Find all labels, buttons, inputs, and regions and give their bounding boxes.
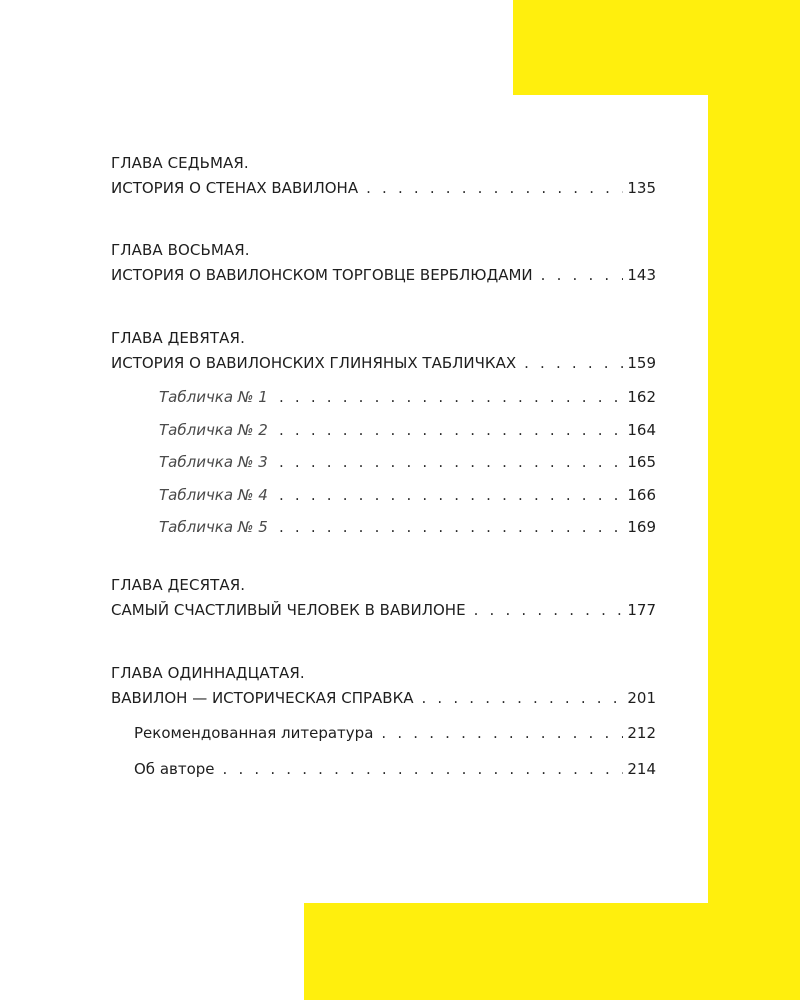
dot-leader	[279, 485, 623, 505]
toc-entry-tablet-4[interactable]	[159, 485, 656, 505]
toc-entry-tablet-3[interactable]	[159, 452, 656, 472]
dot-leader	[541, 265, 624, 285]
toc-entry-title: Табличка № 4	[159, 486, 268, 504]
chapter-11-heading: ГЛАВА ОДИННАДЦАТАЯ.	[111, 664, 305, 682]
page-number: 214	[627, 760, 656, 778]
toc-entry-title: Табличка № 3	[159, 453, 268, 471]
dot-leader	[524, 353, 623, 373]
page-number: 162	[627, 388, 656, 406]
toc-entry-recommended-literature[interactable]	[134, 723, 656, 743]
toc-entry-title: ИСТОРИЯ О СТЕНАХ ВАВИЛОНА	[111, 179, 359, 197]
dot-leader	[223, 759, 624, 779]
toc-entry-title: Табличка № 1	[159, 388, 268, 406]
page-number: 201	[627, 689, 656, 707]
toc-entry-tablet-5[interactable]	[159, 517, 656, 537]
toc-entry-title: ВАВИЛОН — ИСТОРИЧЕСКАЯ СПРАВКА	[111, 689, 414, 707]
toc-entry-title: ИСТОРИЯ О ВАВИЛОНСКОМ ТОРГОВЦЕ ВЕРБЛЮДАМИ	[111, 266, 533, 284]
toc-entry-title: Табличка № 5	[159, 518, 268, 536]
page-number: 135	[627, 179, 656, 197]
dot-leader	[279, 517, 623, 537]
toc-entry-chapter-10[interactable]	[111, 600, 656, 620]
chapter-9-heading: ГЛАВА ДЕВЯТАЯ.	[111, 329, 245, 347]
dot-leader	[279, 420, 623, 440]
dot-leader	[279, 452, 623, 472]
toc-entry-about-author[interactable]	[134, 759, 656, 779]
dot-leader	[422, 688, 624, 708]
toc-entry-title: Рекомендованная литература	[134, 724, 374, 742]
toc-entry-tablet-1[interactable]	[159, 387, 656, 407]
page-number: 143	[627, 266, 656, 284]
toc-entry-chapter-11[interactable]	[111, 688, 656, 708]
page-number: 159	[627, 354, 656, 372]
toc-entry-title: Табличка № 2	[159, 421, 268, 439]
dot-leader	[279, 387, 623, 407]
toc-entry-title: ИСТОРИЯ О ВАВИЛОНСКИХ ГЛИНЯНЫХ ТАБЛИЧКАХ	[111, 354, 517, 372]
page-number: 164	[627, 421, 656, 439]
page-number: 177	[627, 601, 656, 619]
toc-entry-chapter-7[interactable]	[111, 178, 656, 198]
toc-entry-tablet-2[interactable]	[159, 420, 656, 440]
toc-entry-chapter-9[interactable]	[111, 353, 656, 373]
page-number: 212	[627, 724, 656, 742]
page-number: 166	[627, 486, 656, 504]
dot-leader	[474, 600, 624, 620]
toc-entry-title: САМЫЙ СЧАСТЛИВЫЙ ЧЕЛОВЕК В ВАВИЛОНЕ	[111, 601, 466, 619]
toc-entry-title: Об авторе	[134, 760, 215, 778]
page-number: 165	[627, 453, 656, 471]
chapter-8-heading: ГЛАВА ВОСЬМАЯ.	[111, 241, 250, 259]
toc-entry-chapter-8[interactable]	[111, 265, 656, 285]
chapter-7-heading: ГЛАВА СЕДЬМАЯ.	[111, 154, 249, 172]
dot-leader	[381, 723, 623, 743]
chapter-10-heading: ГЛАВА ДЕСЯТАЯ.	[111, 576, 246, 594]
page-number: 169	[627, 518, 656, 536]
dot-leader	[366, 178, 623, 198]
